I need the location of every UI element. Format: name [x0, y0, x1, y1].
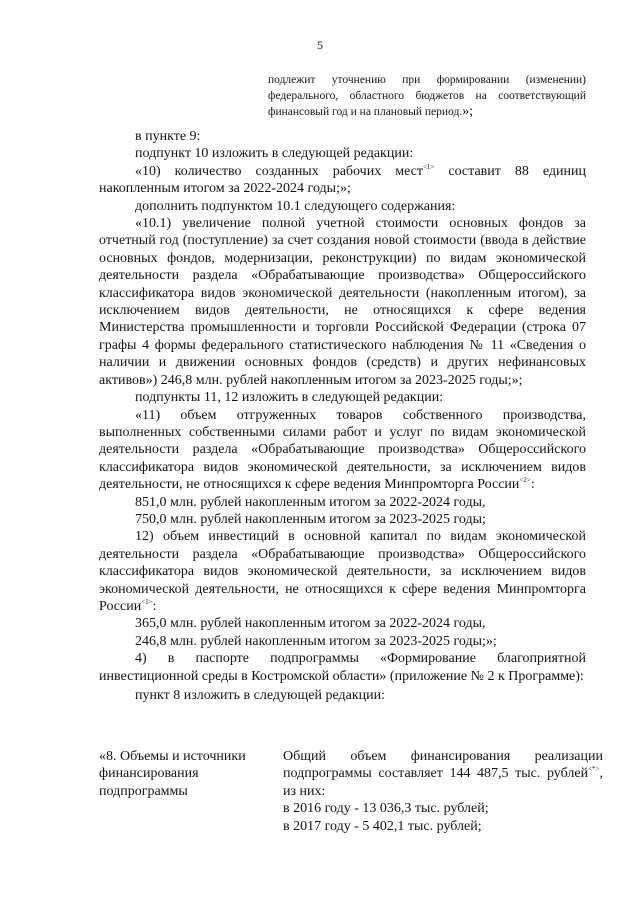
footnote-closing-quote: »; [462, 104, 474, 119]
paragraph: подпункты 11, 12 изложить в следующей редакции: [135, 390, 444, 406]
footnote-line-last [268, 104, 586, 120]
document-body [99, 124, 586, 704]
table-row-label: «8. Объемы и источники финансирования подпрограммы [99, 749, 246, 799]
page-number: 5 [317, 38, 323, 52]
table-cell-line: в 2016 году - 13 036,3 тыс. рублей; [283, 801, 489, 817]
paragraph-text: 12) объем инвестиций в основной капитал по видам экономической деятельности раздела «Обрабатывающие производства» Общероссийского классификатора видов экономической деятельности, за исключением видов экономической деятельности, не относящихся к сфере ведения Минпромторга России [99, 529, 586, 614]
paragraph-text: : [530, 477, 535, 493]
footnote-ref: <1> [422, 162, 435, 171]
footnote-line-text: финансовый год и на плановый период. [268, 106, 463, 118]
paragraph-text: : [152, 598, 157, 614]
quoted-footnote-tail [268, 72, 586, 120]
footnote-ref: <*> [588, 765, 600, 774]
paragraph-text: «10) количество созданных рабочих мест [135, 163, 423, 179]
table-cell-line: в 2017 году - 5 402,1 тыс. рублей; [283, 818, 482, 834]
paragraph: пункт 8 изложить в следующей редакции: [135, 688, 385, 703]
paragraph: 750,0 млн. рублей накопленным итогом за 2023-2025 годы; [135, 511, 486, 527]
paragraph: 851,0 млн. рублей накопленным итогом за 2022-2024 годы, [135, 494, 486, 510]
table-row-value [283, 748, 603, 835]
paragraph [99, 163, 586, 198]
table-cell-text-part: Общий объем финансирования реализации подпрограммы составляет 144 487,5 тыс. рублей [283, 749, 603, 782]
paragraph: «10.1) увеличение полной учетной стоимости основных фондов за отчетный год (поступление) за счет создания новой стоимости (ввода в действие основных фондов, модернизации, реконструкции) по видам экономической деятельности раздела «Обрабатывающие производства» Общероссийского классификатора видов экономической деятельности (накопленным итогом), за исключением видов деятельности, не относящихся к сфере ведения Министерства промышленности и торговли Российской Федерации (строка 07 графы 4 формы федерального статистического наблюдения № 11 «Сведения о наличии и движении основных фондов (средств) и других нефинансовых активов») 246,8 млн. рублей накопленным итогом за 2023-2025 годы;»; [99, 216, 586, 388]
paragraph-text: «11) объем отгруженных товаров собственного производства, выполненных собственными силами работ и услуг по видам экономической деятельности раздела «Обрабатывающие производства» Общероссийского классификатора видов экономической деятельности, за исключением видов деятельности, не относящихся к сфере ведения Минпромторга России [99, 407, 586, 493]
table-cell-text [283, 748, 603, 800]
paragraph: в пункте 9: [135, 129, 201, 144]
paragraph [99, 407, 586, 494]
footnote-ref: <2> [519, 476, 531, 485]
paragraph: подпункт 10 изложить в следующей редакции: [135, 146, 414, 162]
paragraph: 365,0 млн. рублей накопленным итогом за 2022-2024 годы, [135, 616, 486, 632]
paragraph: 246,8 млн. рублей накопленным итогом за 2023-2025 годы;»; [135, 633, 497, 649]
paragraph-text: составит 88 единиц накопленным итогом за 2022-2024 годы;»; [99, 163, 586, 197]
paragraph: 4) в паспорте подпрограммы «Формирование благоприятной инвестиционной среды в Костромской области» (приложение № 2 к Программе): [99, 651, 586, 684]
table-cell-text-part: , из них: [283, 766, 603, 799]
paragraph [99, 528, 586, 615]
footnote-line: федерального, областного бюджетов на соответствующий [268, 90, 586, 102]
footnote-line: подлежит уточнению при формировании (изменении) [268, 74, 586, 86]
paragraph: дополнить подпунктом 10.1 следующего содержания: [135, 198, 456, 214]
footnote-ref: <1> [141, 597, 153, 606]
